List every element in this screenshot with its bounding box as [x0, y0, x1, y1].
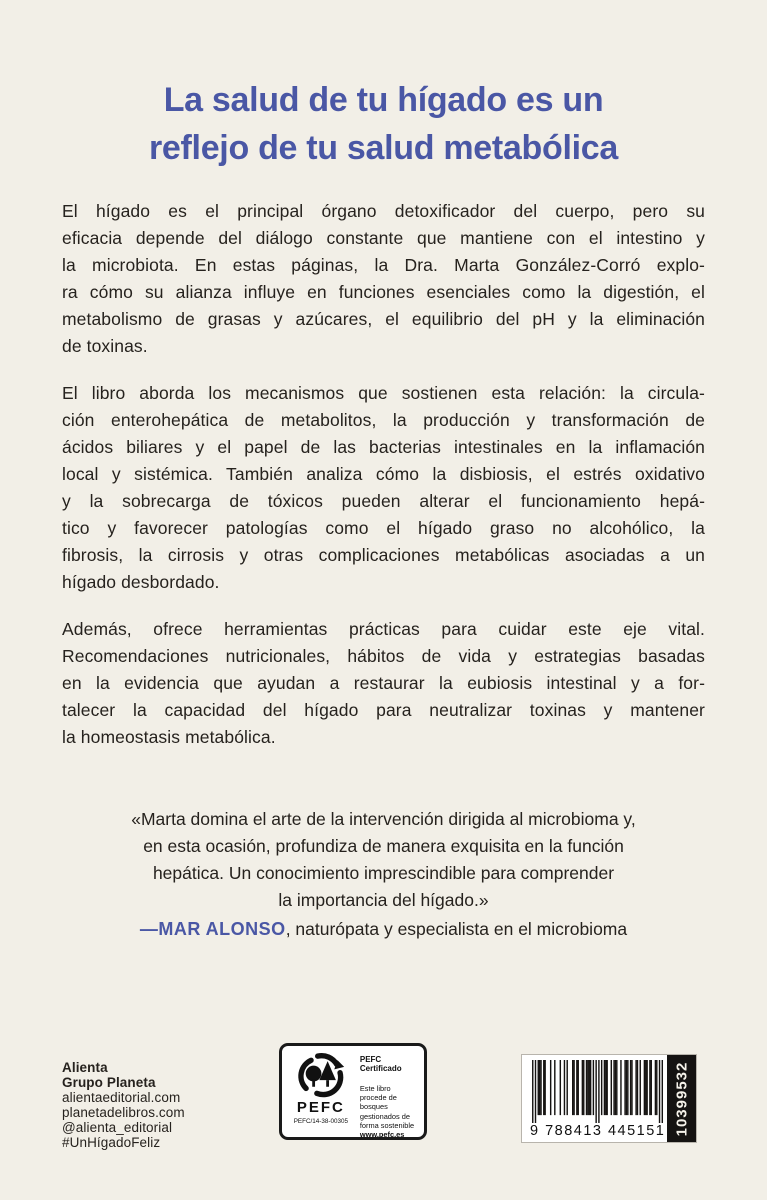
- pefc-claim-text: Este libro procede de bosques gestionados de forma sostenible: [359, 1084, 415, 1130]
- barcode-main: [522, 1055, 667, 1142]
- synopsis: [62, 198, 705, 751]
- pefc-certified-label: PEFC Certificado: [359, 1055, 402, 1073]
- synopsis-paragraph-3: Además, ofrece herramientas prácticas para cuidar este eje vital. Recomendaciones nutricionales, hábitos de vida y estrategias basadas en la evidencia que ayudan a restaurar la eubiosis intestinal y a for- talecer la capacidad del hígado para neutralizar toxinas y mantener la homeostasis metabólica.: [62, 619, 705, 747]
- quote-attribution: [48, 916, 719, 943]
- synopsis-paragraph-1: El hígado es el principal órgano detoxificador del cuerpo, pero su eficacia depende del diálogo constante que mantiene con el intestino y la microbiota. En estas páginas, la Dra. Marta González-Corró explo- ra cómo su alianza influye en funciones esenciales como la digestión, el metabolismo de grasas y azúcares, el equilibrio del pH y la eliminación de toxinas.: [62, 201, 705, 356]
- review-quote: [48, 806, 719, 943]
- pefc-certification-label: [279, 1043, 427, 1140]
- barcode-side-number: 10399532: [673, 1061, 691, 1136]
- barcode: [521, 1054, 697, 1143]
- reviewer-name: —MAR ALONSO: [139, 919, 286, 939]
- page-title: La salud de tu hígado es un reflejo de tu salud metabólica: [148, 81, 618, 167]
- pefc-wordmark: PEFC: [296, 1099, 345, 1116]
- quote-text: «Marta domina el arte de la intervención dirigida al microbioma y, en esta ocasión, profundiza de manera exquisita en la función hepática. Un conocimiento imprescindible para comprender la importancia del hígado.»: [131, 809, 636, 910]
- pefc-logo-block: [289, 1052, 353, 1132]
- pefc-license-number: PEFC/14-38-00305: [293, 1118, 348, 1125]
- publisher-name: Alienta Grupo Planeta: [62, 1060, 156, 1090]
- reviewer-role: , naturópata y especialista en el microbioma: [285, 919, 628, 939]
- footer: [0, 1043, 767, 1150]
- synopsis-paragraph-2: El libro aborda los mecanismos que sostienen esta relación: la circula- ción enterohepática de metabolitos, la producción y transformación de ácidos biliares y el papel de las bacterias intestinales en la inflamación local y sistémica. También analiza cómo la disbiosis, el estrés oxidativo y la sobrecarga de tóxicos pueden alterar el funcionamiento hepá- tico y favorecer patologías como el hígado graso no alcohólico, la fibrosis, la cirrosis y otras complicaciones metabólicas asociadas a un hígado desbordado.: [62, 383, 705, 592]
- pefc-trees-icon: [296, 1052, 346, 1100]
- pefc-text-block: [353, 1052, 418, 1140]
- barcode-bars-icon: [531, 1060, 664, 1123]
- publisher-info: [62, 1060, 185, 1150]
- publisher-links: alientaeditorial.com planetadelibros.com @alienta_editorial #UnHígadoFeliz: [62, 1090, 185, 1150]
- pefc-website: www.pefc.es: [359, 1130, 405, 1140]
- barcode-side-strip: [667, 1055, 696, 1142]
- isbn-number: 9 788413 445151: [529, 1123, 666, 1139]
